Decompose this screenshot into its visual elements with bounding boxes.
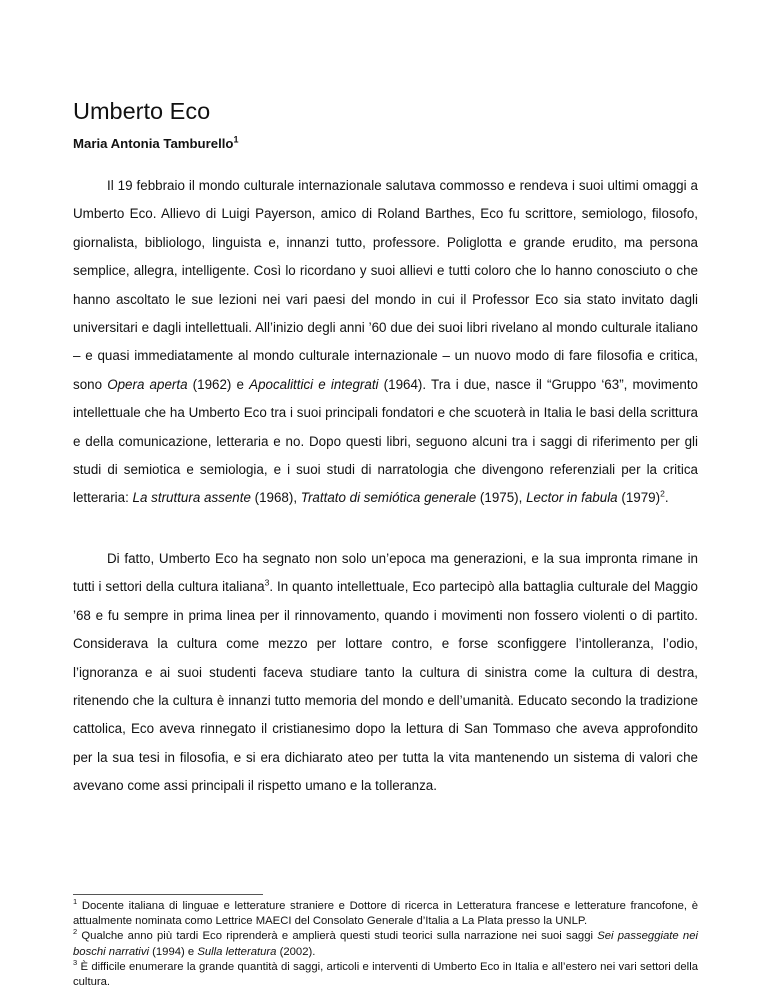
book-title: Trattato di semiótica generale	[300, 490, 477, 506]
footnote-ref-3[interactable]: 3	[264, 577, 270, 588]
text-run: Il 19 febbraio il mondo culturale internazionale salutava commosso e rendeva i suoi ultimi omaggi a Umberto Eco. Allievo di Luigi Payerson, amico di Roland Barthes, Eco fu scrittore, semiologo, filosofo, giornalista, bibliologo, linguista e, innanzi tutto, professore. Poliglotta e grande erudito, ma persona semplice, allegra, intelligente. Così lo ricordano y suoi allievi e tutti coloro che lo hanno conosciuto o che hanno ascoltato le sue lezioni nei vari paesi del mondo in cui il Professor Eco sia stato invitato dagli universitari e dagli intellettuali. All’inizio degli anni ’60 due dei suoi libri rivelano al mondo culturale italiano – e quasi immediatamente al mondo culturale internazionale – un nuovo modo di fare filosofia e critica, sono	[73, 178, 698, 392]
text-run: . In quanto intellettuale, Eco partecipò alla battaglia culturale del Maggio ’68 e fu sempre in prima linea per il rinnovamento, quando i movimenti non fossero violenti o di partito. Considerava la cultura come mezzo per lottare contro, e forse sconfiggere l’intolleranza, l’odio, l’ignoranza e ai suoi studenti faceva studiare tanto la cultura di sinistra come la cultura di destra, ritenendo che la cultura è innanzi tutto memoria del mondo e dell’umanità. Educato secondo la tradizione cattolica, Eco aveva rinnegato il cristianesimo dopo la lettura di San Tommaso che aveva approfondito per la sua tesi in filosofia, e si era dichiarato ateo per tutta la vita mantenendo un sistema di valori che avevano come assi principali il rispetto umano e la tolleranza.	[73, 579, 699, 794]
footnote-text: È difficile enumerare la grande quantità di saggi, articoli e interventi di Umberto Eco in Italia e all’estero nei vari settori della cultura.	[73, 960, 698, 989]
text-run: (1975),	[476, 490, 527, 506]
author-line	[73, 136, 238, 151]
footnote-text: (2002).	[276, 945, 316, 958]
text-run: (1979)	[617, 490, 661, 506]
footnotes	[73, 899, 698, 990]
text-run: (1964). Tra i due, nasce il “Gruppo ‘63”, movimento intellettuale che ha Umberto Eco tra i suoi principali fondatori e che scuoterà in Italia le basi della scrittura e della comunicazione, letteraria e no. Dopo questi libri, seguono alcuni tra i saggi di riferimento per gli studi di semiotica e semiologia, e i suoi studi di narratologia che divengono referenziali per la critica letteraria:	[73, 376, 699, 506]
text-run: .	[664, 490, 669, 506]
paragraph-2	[73, 545, 698, 801]
footnote-3	[73, 960, 698, 990]
footnote-2	[73, 929, 698, 959]
footnote-separator	[73, 894, 263, 895]
book-title: Sei passeggiate nei boschi narrativi	[73, 930, 698, 958]
footnote-number: 1	[73, 897, 78, 907]
book-title: Lector in fabula	[526, 490, 618, 506]
book-title: Sulla letteratura	[197, 945, 277, 958]
footnote-text: Docente italiana di linguae e letterature straniere e Dottore di ricerca in Letteratura francese e letterature francofone, è attualmente nominata como Lettrice MAECI del Consolato Generale d’Italia a La Plata presso la UNLP.	[73, 900, 698, 928]
footnote-ref-2[interactable]: 2	[660, 489, 665, 499]
author-footnote-ref[interactable]: 1	[233, 134, 239, 145]
text-run: (1968),	[250, 490, 301, 506]
text-run: (1962) e	[187, 376, 250, 392]
book-title: Opera aperta	[107, 376, 188, 392]
footnote-text: Qualche anno più tardi Eco riprenderà e amplierà questi studi teorici sulla narrazione nei suoi saggi	[77, 930, 598, 943]
footnote-number: 3	[73, 958, 78, 968]
book-title: Apocalittici e integrati	[249, 376, 379, 392]
document-title: Umberto Eco	[73, 98, 211, 124]
author-name: Maria Antonia Tamburello	[73, 136, 234, 151]
footnote-number: 2	[73, 927, 78, 937]
paragraph-1	[73, 172, 698, 513]
footnote-text: (1994) e	[148, 945, 198, 958]
text-run: Di fatto, Umberto Eco ha segnato non solo un’epoca ma generazioni, e la sua impronta rimane in tutti i settori della cultura italiana	[73, 551, 698, 595]
book-title: La struttura assente	[132, 490, 251, 506]
footnote-1	[73, 899, 698, 929]
